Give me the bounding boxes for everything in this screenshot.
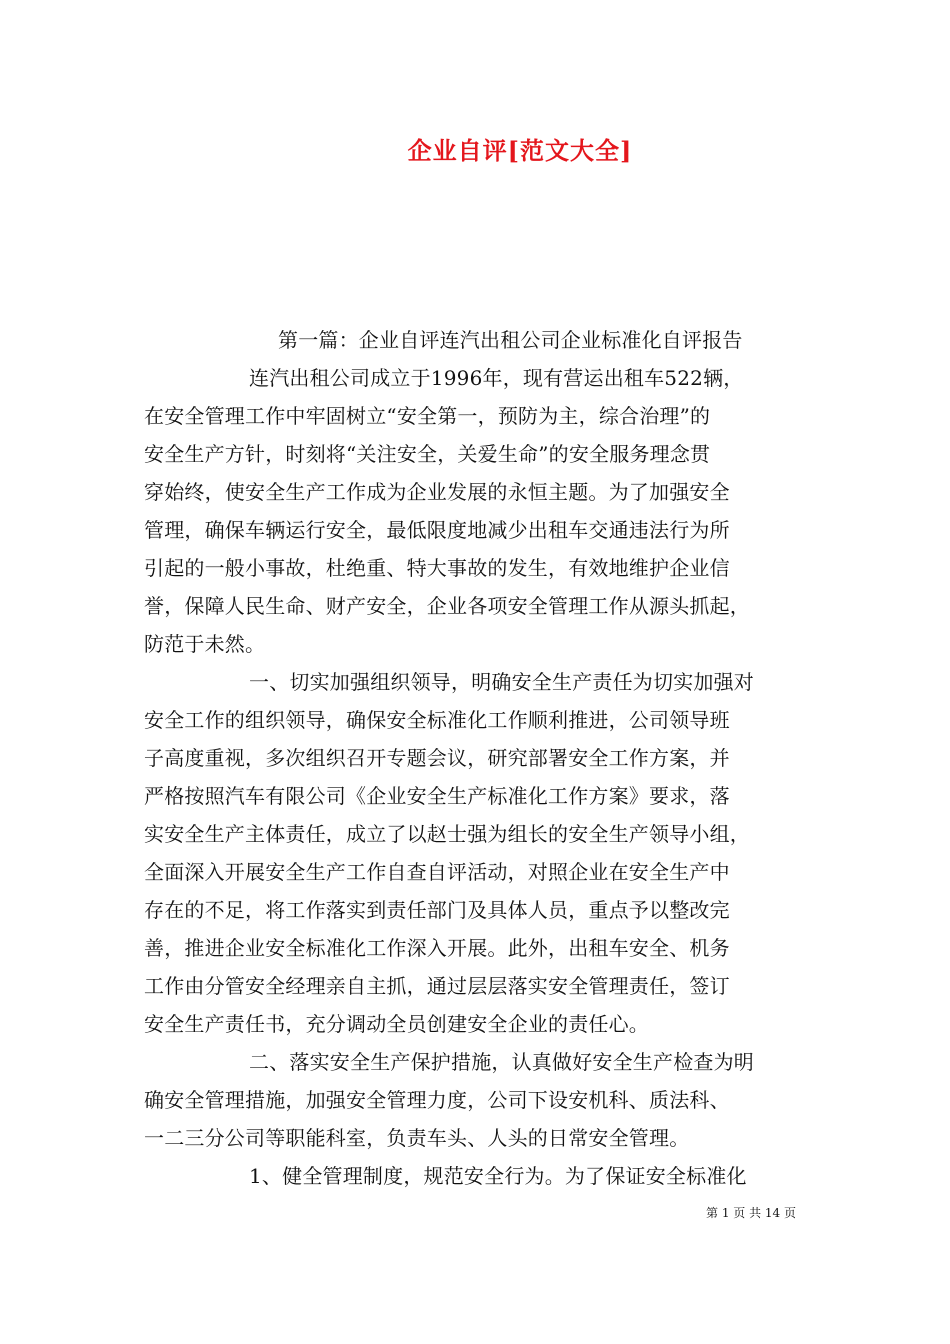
- text-line: 第一篇：企业自评连汽出租公司企业标准化自评报告: [278, 328, 743, 352]
- text-line: 安全工作的组织领导，确保安全标准化工作顺利推进，公司领导班: [144, 708, 730, 732]
- text-line: 实安全生产主体责任，成立了以赵士强为组长的安全生产领导小组，: [144, 822, 750, 846]
- text-line: 工作由分管安全经理亲自主抓，通过层层落实安全管理责任，签订: [144, 974, 730, 998]
- text-line: 防范于未然。: [144, 632, 266, 656]
- text-line: 誉，保障人民生命、财产安全，企业各项安全管理工作从源头抓起，: [144, 594, 750, 618]
- text-line: 连汽出租公司成立于1996年，现有营运出租车522辆，: [249, 366, 744, 390]
- text-line: 穿始终，使安全生产工作成为企业发展的永恒主题。为了加强安全: [144, 480, 730, 504]
- text-line: 严格按照汽车有限公司《企业安全生产标准化工作方案》要求，落: [144, 784, 730, 808]
- text-line: 安全生产责任书，充分调动全员创建安全企业的责任心。: [144, 1012, 649, 1036]
- text-line: 在安全管理工作中牢固树立“安全第一，预防为主，综合治理”的: [144, 404, 711, 428]
- text-line: 二、落实安全生产保护措施，认真做好安全生产检查为明: [249, 1050, 754, 1074]
- text-line: 一、切实加强组织领导，明确安全生产责任为切实加强对: [249, 670, 754, 694]
- text-line: 子高度重视，多次组织召开专题会议，研究部署安全工作方案，并: [144, 746, 730, 770]
- text-line: 确安全管理措施，加强安全管理力度，公司下设安机科、质法科、: [144, 1088, 730, 1112]
- text-line: 1、健全管理制度，规范安全行为。为了保证安全标准化: [249, 1164, 747, 1188]
- text-line: 善，推进企业安全标准化工作深入开展。此外，出租车安全、机务: [144, 936, 730, 960]
- text-line: 存在的不足，将工作落实到责任部门及具体人员，重点予以整改完: [144, 898, 730, 922]
- text-line: 一二三分公司等职能科室，负责车头、人头的日常安全管理。: [144, 1126, 690, 1150]
- document-title: 企业自评[范文大全]: [407, 136, 633, 165]
- text-line: 管理，确保车辆运行安全，最低限度地减少出租车交通违法行为所: [144, 518, 730, 542]
- text-line: 全面深入开展安全生产工作自查自评活动，对照企业在安全生产中: [144, 860, 730, 884]
- text-line: 安全生产方针，时刻将“关注安全，关爱生命”的安全服务理念贯: [144, 442, 711, 466]
- text-line: 引起的一般小事故，杜绝重、特大事故的发生，有效地维护企业信: [144, 556, 730, 580]
- page-number-footer: 第 1 页 共 14 页: [706, 1206, 796, 1220]
